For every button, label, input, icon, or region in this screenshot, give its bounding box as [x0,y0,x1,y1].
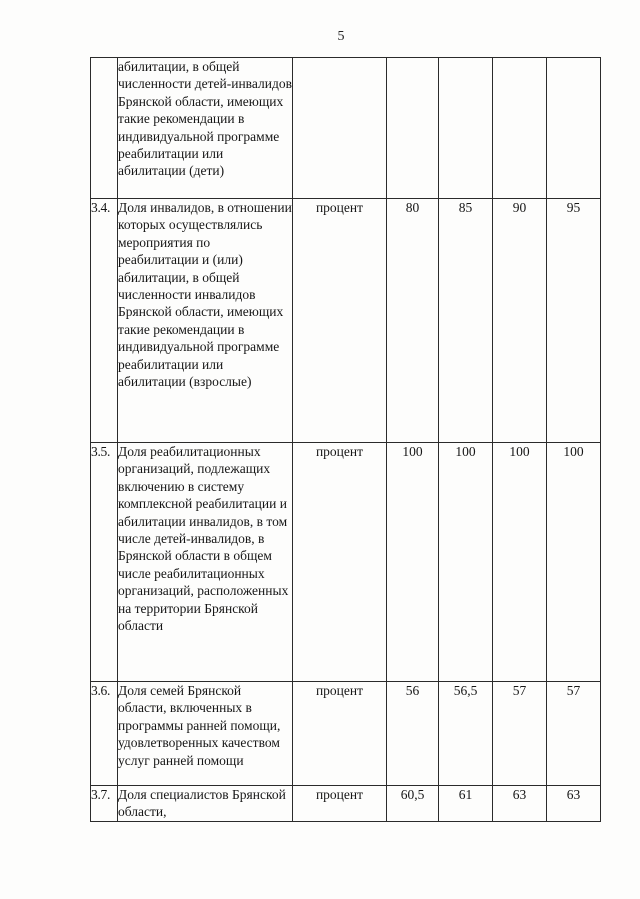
value-cell [493,58,547,199]
row-number-cell: 3.5. [91,443,118,682]
value-cell [439,58,493,199]
table-row-3-7 [91,786,601,822]
table-row-3-6 [91,682,601,786]
table-row-continuation [91,58,601,199]
value-cell: 100 [439,443,493,682]
value-cell: 100 [387,443,439,682]
page-number: 5 [337,29,345,44]
row-number-cell: 3.7. [91,786,118,822]
value-cell: 61 [439,786,493,822]
unit-cell [293,58,387,199]
indicator-cell: Доля семей Брянской области, включенных в программы ранней помощи, удовлетворенных качеством услуг ранней помощи [118,682,293,786]
value-cell: 56 [387,682,439,786]
value-cell: 85 [439,199,493,443]
value-cell: 63 [493,786,547,822]
unit-cell: процент [293,682,387,786]
unit-cell: процент [293,199,387,443]
indicators-table [90,57,601,822]
value-cell: 90 [493,199,547,443]
value-cell [387,58,439,199]
table-row-3-5 [91,443,601,682]
value-cell: 63 [547,786,601,822]
value-cell: 57 [493,682,547,786]
value-cell [547,58,601,199]
table-row-3-4 [91,199,601,443]
unit-cell: процент [293,786,387,822]
value-cell: 95 [547,199,601,443]
unit-cell: процент [293,443,387,682]
value-cell: 100 [547,443,601,682]
row-number-cell: 3.6. [91,682,118,786]
value-cell: 100 [493,443,547,682]
value-cell: 80 [387,199,439,443]
value-cell: 56,5 [439,682,493,786]
value-cell: 57 [547,682,601,786]
row-number-cell: 3.4. [91,199,118,443]
row-number-cell [91,58,118,199]
indicator-cell: абилитации, в общей численности детей-инвалидов Брянской области, имеющих такие рекомендации в индивидуальной программе реабилитации или абилитации (дети) [118,58,293,199]
value-cell: 60,5 [387,786,439,822]
indicator-cell: Доля специалистов Брянской области, [118,786,293,822]
indicator-cell: Доля инвалидов, в отношении которых осуществлялись мероприятия по реабилитации и (или) абилитации, в общей численности инвалидов Брянской области, имеющих такие рекомендации в индивидуальной программе реабилитации или абилитации (взрослые) [118,199,293,443]
indicator-cell: Доля реабилитационных организаций, подлежащих включению в систему комплексной реабилитации и абилитации инвалидов, в том числе детей-инвалидов, в Брянской области в общем числе реабилитационных организаций, расположенных на территории Брянской области [118,443,293,682]
